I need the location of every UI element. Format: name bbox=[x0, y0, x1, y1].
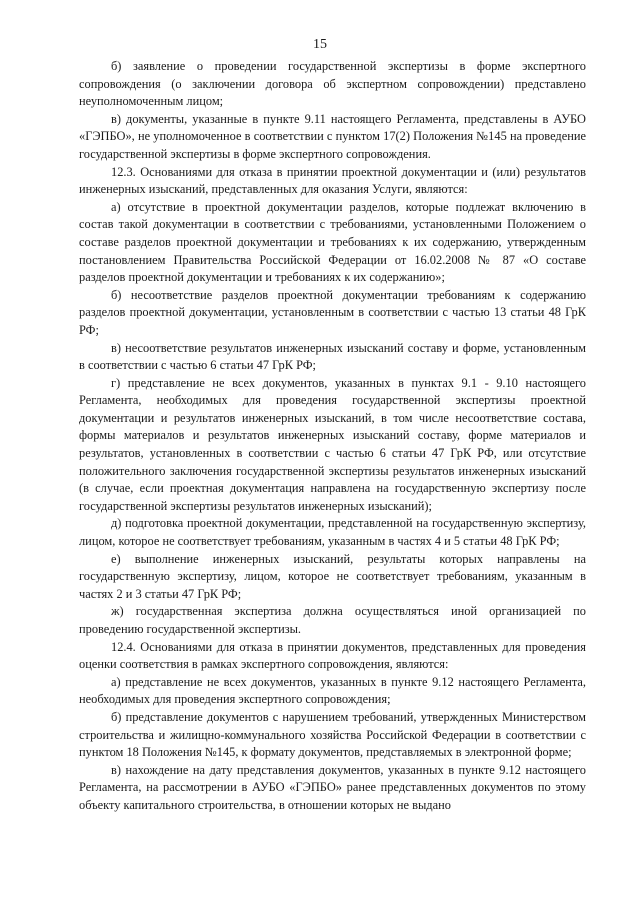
paragraph-12-4-b: б) представление документов с нарушением требований, утвержденных Министерством строительства и жилищно-коммунального хозяйства Российской Федерации в соответствии с пунктом 18 Положения №145, к формату документов, представляемых в электронной форме; bbox=[79, 709, 586, 760]
document-body bbox=[79, 58, 586, 815]
paragraph-12-3-d: д) подготовка проектной документации, представленной на государственную экспертизу, лицом, которое не соответствует требованиям, указанным в частях 4 и 5 статьи 48 ГрК РФ; bbox=[79, 516, 586, 549]
paragraph-12-3-e: е) выполнение инженерных изысканий, результаты которых направлены на государственную экспертизу, лицом, которое не соответствует требованиям, указанным в частях 2 и 3 статьи 47 ГрК РФ; bbox=[79, 551, 586, 601]
paragraph-v-documents: в) документы, указанные в пункте 9.11 настоящего Регламента, представлены в АУБО «ГЭПБО», не уполномоченное в соответствии с пунктом 17(2) Положения №145 на проведение государственной экспертизы в форме экспертного сопровождения. bbox=[79, 111, 586, 161]
paragraph-12-3-heading: 12.3. Основаниями для отказа в принятии проектной документации и (или) результатов инженерных изысканий, представленных для оказания Услуги, являются: bbox=[79, 164, 586, 197]
paragraph-12-3-v: в) несоответствие результатов инженерных изысканий составу и форме, установленным в соответствии с частью 6 статьи 47 ГрК РФ; bbox=[79, 340, 586, 373]
paragraph-12-3-b: б) несоответствие разделов проектной документации требованиям к содержанию разделов проектной документации, установленным в соответствии с частью 13 статьи 48 ГрК РФ; bbox=[79, 287, 586, 337]
paragraph-12-4-heading: 12.4. Основаниями для отказа в принятии документов, представленных для проведения оценки соответствия в рамках экспертного сопровождения, являются: bbox=[79, 639, 586, 672]
page-number: 15 bbox=[313, 37, 327, 52]
paragraph-12-3-g: г) представление не всех документов, указанных в пунктах 9.1 - 9.10 настоящего Регламента, необходимых для проведения государственной экспертизы проектной документации и результатов инженерных изысканий, в том числе несоответствие состава, формы материалов и результатов инженерных изысканий составу, форме материалов и результатов, установленных в соответствии с частью 6 статьи 47 ГрК РФ, или отсутствие положительного заключения государственной экспертизы результатов инженерных изысканий (в случае, если проектная документация направлена на государственную экспертизу после государственной экспертизы результатов инженерных изысканий); bbox=[79, 375, 586, 513]
paragraph-12-4-v: в) нахождение на дату представления документов, указанных в пункте 9.12 настоящего Регламента, на рассмотрении в АУБО «ГЭПБО» ранее представленных документов по этому объекту капитального строительства, в отношении которых не выдано bbox=[79, 762, 586, 812]
paragraph-12-3-a: а) отсутствие в проектной документации разделов, которые подлежат включению в состав такой документации в соответствии с требованиями, установленными Положением о составе разделов проектной документации и требованиях к их содержанию, утвержденным постановлением Правительства Российской Федерации от 16.02.2008 № 87 «О составе разделов проектной документации и требованиях к их содержанию»; bbox=[79, 199, 586, 285]
paragraph-12-3-zh: ж) государственная экспертиза должна осуществляться иной организацией по проведению государственной экспертизы. bbox=[79, 604, 586, 636]
paragraph-12-4-a: а) представление не всех документов, указанных в пункте 9.12 настоящего Регламента, необходимых для проведения экспертного сопровождения; bbox=[79, 674, 586, 707]
paragraph-b-application: б) заявление о проведении государственной экспертизы в форме экспертного сопровождения (о заключении договора об экспертном сопровождении) представлено неуполномоченным лицом; bbox=[79, 59, 586, 109]
